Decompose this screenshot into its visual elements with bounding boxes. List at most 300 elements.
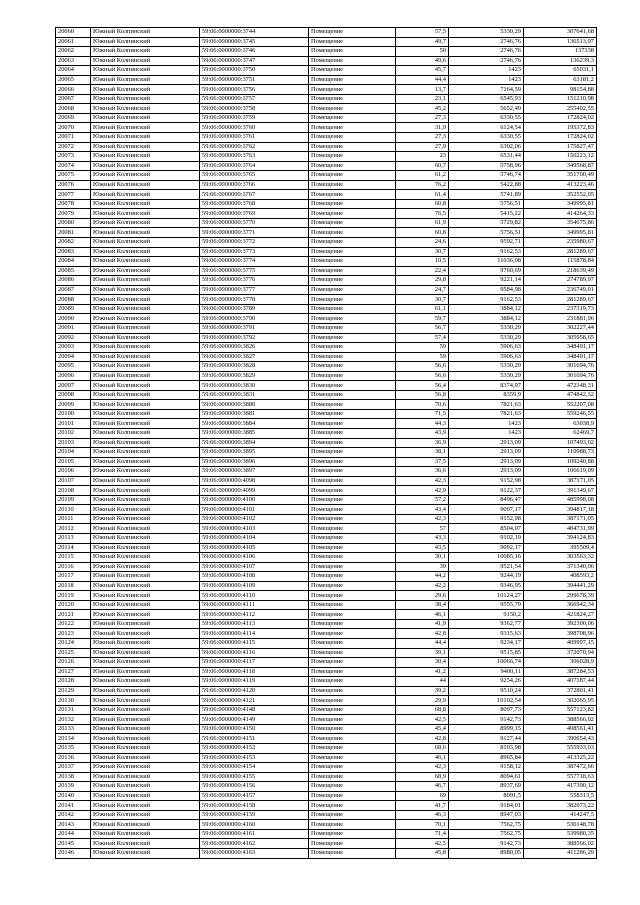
cadastral-number-cell: 59:06:0000000:4161 [200,829,309,839]
object-type-cell: Помещение [309,113,396,123]
unit-value-cell: 9521,54 [449,562,524,572]
object-type-cell: Помещение [309,801,396,811]
area-cell: 13,7 [396,85,449,95]
area-cell: 29,9 [396,696,449,706]
object-type-cell: Помещение [309,495,396,505]
object-type-cell: Помещение [309,247,396,257]
unit-value-cell: 8947,03 [449,810,524,820]
object-type-cell: Помещение [309,75,396,85]
district-cell: Южный Колпинский [91,94,200,104]
unit-value-cell: 6302,06 [449,142,524,152]
district-cell: Южный Колпинский [91,400,200,410]
table-row [56,47,597,57]
unit-value-cell: 9400,11 [449,667,524,677]
unit-value-cell: 5415,22 [449,209,524,219]
unit-value-cell: 7164,59 [449,85,524,95]
table-row [56,94,597,104]
district-cell: Южный Колпинский [91,639,200,649]
unit-value-cell: 2746,76 [449,56,524,66]
unit-value-cell: 9254,26 [449,677,524,687]
district-cell: Южный Колпинский [91,47,200,57]
object-type-cell: Помещение [309,314,396,324]
table-row [56,180,597,190]
unit-value-cell: 2913,09 [449,467,524,477]
cadastral-number-cell: 59:06:0000000:3760 [200,123,309,133]
area-cell: 56,6 [396,362,449,372]
district-cell: Южный Колпинский [91,190,200,200]
area-cell: 24,6 [396,238,449,248]
cadastral-number-cell: 59:06:0000000:3763 [200,152,309,162]
district-cell: Южный Колпинский [91,533,200,543]
unit-value-cell: 9102,19 [449,533,524,543]
area-cell: 45,4 [396,724,449,734]
table-row [56,839,597,849]
row-number-cell: 20071 [56,133,91,143]
district-cell: Южный Колпинский [91,791,200,801]
table-row [56,801,597,811]
area-cell: 36,6 [396,467,449,477]
unit-value-cell: 3884,12 [449,314,524,324]
cadastral-value-cell: 407187,44 [524,677,597,687]
cadastral-value-cell: 150223,12 [524,152,597,162]
area-cell: 23 [396,152,449,162]
district-cell: Южный Колпинский [91,171,200,181]
table-row [56,257,597,267]
table-row [56,362,597,372]
cadastral-value-cell: 109240,88 [524,457,597,467]
area-cell: 61,1 [396,304,449,314]
area-cell: 42,2 [396,581,449,591]
cadastral-value-cell: 303563,32 [524,553,597,563]
cadastral-value-cell: 411286,29 [524,849,597,859]
object-type-cell: Помещение [309,744,396,754]
district-cell: Южный Колпинский [91,763,200,773]
unit-value-cell: 5758,96 [449,161,524,171]
unit-value-cell: 5741,89 [449,190,524,200]
district-cell: Южный Колпинский [91,362,200,372]
area-cell: 71,4 [396,829,449,839]
unit-value-cell: 5756,51 [449,199,524,209]
object-type-cell: Помещение [309,266,396,276]
cadastral-number-cell: 59:06:0000000:3790 [200,314,309,324]
cadastral-value-cell: 392300,06 [524,619,597,629]
unit-value-cell: 9142,73 [449,839,524,849]
cadastral-value-cell: 352552,05 [524,190,597,200]
object-type-cell: Помещение [309,66,396,76]
row-number-cell: 20131 [56,705,91,715]
cadastral-value-cell: 175827,47 [524,142,597,152]
cadastral-number-cell: 59:06:0000000:4116 [200,648,309,658]
area-cell: 30,1 [396,553,449,563]
unit-value-cell: 2913,09 [449,457,524,467]
object-type-cell: Помещение [309,763,396,773]
object-type-cell: Помещение [309,47,396,57]
district-cell: Южный Колпинский [91,581,200,591]
area-cell: 46,1 [396,610,449,620]
district-cell: Южный Колпинский [91,734,200,744]
row-number-cell: 20121 [56,610,91,620]
object-type-cell: Помещение [309,257,396,267]
cadastral-number-cell: 59:06:0000000:4157 [200,791,309,801]
area-cell: 57,2 [396,495,449,505]
area-cell: 43,9 [396,428,449,438]
cadastral-number-cell: 59:06:0000000:3778 [200,295,309,305]
object-type-cell: Помещение [309,85,396,95]
row-number-cell: 20067 [56,94,91,104]
cadastral-number-cell: 59:06:0000000:4106 [200,553,309,563]
cadastral-value-cell: 301694,76 [524,362,597,372]
cadastral-value-cell: 306028,9 [524,658,597,668]
unit-value-cell: 3884,12 [449,304,524,314]
district-cell: Южный Колпинский [91,304,200,314]
cadastral-value-cell: 372070,94 [524,648,597,658]
unit-value-cell: 11036,08 [449,257,524,267]
cadastral-value-cell: 371340,06 [524,562,597,572]
table-row [56,428,597,438]
area-cell: 43,5 [396,543,449,553]
row-number-cell: 20107 [56,476,91,486]
cadastral-value-cell: 136239,3 [524,56,597,66]
area-cell: 46,1 [396,753,449,763]
cadastral-number-cell: 59:06:0000000:3764 [200,161,309,171]
district-cell: Южный Колпинский [91,810,200,820]
cadastral-value-cell: 413325,22 [524,753,597,763]
unit-value-cell: 5422,88 [449,180,524,190]
object-type-cell: Помещение [309,304,396,314]
object-type-cell: Помещение [309,648,396,658]
object-type-cell: Помещение [309,820,396,830]
row-number-cell: 20102 [56,428,91,438]
row-number-cell: 20082 [56,238,91,248]
district-cell: Южный Колпинский [91,352,200,362]
area-cell: 49,7 [396,37,449,47]
area-cell: 76,2 [396,180,449,190]
object-type-cell: Помещение [309,619,396,629]
cadastral-number-cell: 59:06:0000000:4150 [200,724,309,734]
row-number-cell: 20144 [56,829,91,839]
district-cell: Южный Колпинский [91,629,200,639]
table-row [56,400,597,410]
object-type-cell: Помещение [309,591,396,601]
area-cell: 42,3 [396,476,449,486]
row-number-cell: 20125 [56,648,91,658]
district-cell: Южный Колпинский [91,457,200,467]
document-page [55,27,594,859]
unit-value-cell: 2913,09 [449,438,524,448]
cadastral-number-cell: 59:06:0000000:4102 [200,514,309,524]
unit-value-cell: 9244,19 [449,572,524,582]
cadastral-value-cell: 408561,41 [524,724,597,734]
district-cell: Южный Колпинский [91,381,200,391]
table-row [56,849,597,859]
cadastral-number-cell: 59:06:0000000:3757 [200,94,309,104]
row-number-cell: 20132 [56,715,91,725]
cadastral-value-cell: 557718,63 [524,772,597,782]
area-cell: 44,2 [396,572,449,582]
object-type-cell: Помещение [309,734,396,744]
unit-value-cell: 9162,53 [449,295,524,305]
table-row [56,75,597,85]
row-number-cell: 20119 [56,591,91,601]
table-row [56,218,597,228]
cadastral-number-cell: 59:06:0000000:3773 [200,247,309,257]
area-cell: 68,9 [396,772,449,782]
row-number-cell: 20074 [56,161,91,171]
object-type-cell: Помещение [309,371,396,381]
row-number-cell: 20083 [56,247,91,257]
area-cell: 39,2 [396,686,449,696]
row-number-cell: 20075 [56,171,91,181]
cadastral-number-cell: 59:06:0000000:3829 [200,371,309,381]
cadastral-value-cell: 388566,02 [524,839,597,849]
table-row [56,658,597,668]
object-type-cell: Помещение [309,849,396,859]
row-number-cell: 20065 [56,75,91,85]
table-body [56,28,597,859]
unit-value-cell: 8097,73 [449,705,524,715]
object-type-cell: Помещение [309,238,396,248]
row-number-cell: 20085 [56,266,91,276]
district-cell: Южный Колпинский [91,228,200,238]
row-number-cell: 20089 [56,304,91,314]
cadastral-value-cell: 387171,05 [524,514,597,524]
cadastral-number-cell: 59:06:0000000:4156 [200,782,309,792]
district-cell: Южный Колпинский [91,782,200,792]
cadastral-number-cell: 59:06:0000000:3758 [200,104,309,114]
cadastral-value-cell: 530148,78 [524,820,597,830]
table-row [56,266,597,276]
district-cell: Южный Колпинский [91,285,200,295]
row-number-cell: 20128 [56,677,91,687]
area-cell: 31,9 [396,123,449,133]
district-cell: Южный Колпинский [91,199,200,209]
unit-value-cell: 8094,61 [449,772,524,782]
district-cell: Южный Колпинский [91,667,200,677]
cadastral-value-cell: 421824,27 [524,610,597,620]
cadastral-number-cell: 59:06:0000000:4148 [200,705,309,715]
cadastral-value-cell: 552207,08 [524,400,597,410]
unit-value-cell: 5756,51 [449,228,524,238]
unit-value-cell: 1423 [449,428,524,438]
object-type-cell: Помещение [309,543,396,553]
cadastral-value-cell: 281289,67 [524,295,597,305]
object-type-cell: Помещение [309,581,396,591]
cadastral-value-cell: 387472,66 [524,763,597,773]
table-row [56,247,597,257]
district-cell: Южный Колпинский [91,839,200,849]
table-row [56,572,597,582]
cadastral-number-cell: 59:06:0000000:4109 [200,581,309,591]
area-cell: 27,9 [396,142,449,152]
cadastral-number-cell: 59:06:0000000:4110 [200,591,309,601]
table-row [56,304,597,314]
cadastral-number-cell: 59:06:0000000:3826 [200,343,309,353]
cadastral-number-cell: 59:06:0000000:3775 [200,266,309,276]
cadastral-value-cell: 307641,68 [524,28,597,38]
district-cell: Южный Колпинский [91,820,200,830]
district-cell: Южный Колпинский [91,600,200,610]
table-row [56,820,597,830]
unit-value-cell: 9760,69 [449,266,524,276]
table-row [56,209,597,219]
object-type-cell: Помещение [309,362,396,372]
object-type-cell: Помещение [309,610,396,620]
table-row [56,810,597,820]
object-type-cell: Помещение [309,218,396,228]
area-cell: 46,3 [396,810,449,820]
area-cell: 38,4 [396,600,449,610]
cadastral-number-cell: 59:06:0000000:3746 [200,47,309,57]
area-cell: 42,3 [396,514,449,524]
table-row [56,28,597,38]
area-cell: 42,8 [396,629,449,639]
area-cell: 29,6 [396,591,449,601]
row-number-cell: 20114 [56,543,91,553]
cadastral-number-cell: 59:06:0000000:4158 [200,801,309,811]
cadastral-value-cell: 235980,67 [524,238,597,248]
table-row [56,314,597,324]
row-number-cell: 20143 [56,820,91,830]
area-cell: 70,1 [396,820,449,830]
district-cell: Южный Колпинский [91,133,200,143]
row-number-cell: 20101 [56,419,91,429]
table-row [56,285,597,295]
cadastral-value-cell: 231881,96 [524,314,597,324]
row-number-cell: 20079 [56,209,91,219]
row-number-cell: 20099 [56,400,91,410]
cadastral-number-cell: 59:06:0000000:4115 [200,639,309,649]
area-cell: 23,1 [396,94,449,104]
cadastral-number-cell: 59:06:0000000:4111 [200,600,309,610]
unit-value-cell: 7562,75 [449,820,524,830]
object-type-cell: Помещение [309,524,396,534]
table-row [56,533,597,543]
cadastral-value-cell: 110988,73 [524,448,597,458]
row-number-cell: 20108 [56,486,91,496]
district-cell: Южный Колпинский [91,658,200,668]
cadastral-value-cell: 236749,01 [524,285,597,295]
district-cell: Южный Колпинский [91,648,200,658]
unit-value-cell: 9362,77 [449,619,524,629]
unit-value-cell: 7821,63 [449,409,524,419]
object-type-cell: Помещение [309,600,396,610]
object-type-cell: Помещение [309,667,396,677]
object-type-cell: Помещение [309,123,396,133]
object-type-cell: Помещение [309,839,396,849]
row-number-cell: 20137 [56,763,91,773]
table-row [56,677,597,687]
cadastral-number-cell: 59:06:0000000:4105 [200,543,309,553]
cadastral-number-cell: 59:06:0000000:4163 [200,849,309,859]
district-cell: Южный Колпинский [91,610,200,620]
row-number-cell: 20078 [56,199,91,209]
row-number-cell: 20105 [56,457,91,467]
cadastral-value-cell: 299678,39 [524,591,597,601]
district-cell: Южный Колпинский [91,849,200,859]
cadastral-number-cell: 59:06:0000000:4104 [200,533,309,543]
unit-value-cell: 8091,5 [449,791,524,801]
table-row [56,228,597,238]
area-cell: 42,8 [396,734,449,744]
area-cell: 39 [396,562,449,572]
area-cell: 42,9 [396,486,449,496]
cadastral-value-cell: 484731,99 [524,524,597,534]
cadastral-number-cell: 59:06:0000000:4121 [200,696,309,706]
cadastral-value-cell: 413223,46 [524,180,597,190]
area-cell: 44,4 [396,75,449,85]
object-type-cell: Помещение [309,400,396,410]
cadastral-number-cell: 59:06:0000000:4114 [200,629,309,639]
district-cell: Южный Колпинский [91,696,200,706]
object-type-cell: Помещение [309,467,396,477]
district-cell: Южный Колпинский [91,562,200,572]
cadastral-value-cell: 302227,44 [524,323,597,333]
cadastral-value-cell: 274789,97 [524,276,597,286]
cadastral-number-cell: 59:06:0000000:3771 [200,228,309,238]
cadastral-value-cell: 302065,95 [524,696,597,706]
unit-value-cell: 9584,98 [449,285,524,295]
cadastral-number-cell: 59:06:0000000:3745 [200,37,309,47]
object-type-cell: Помещение [309,705,396,715]
cadastral-value-cell: 394124,83 [524,533,597,543]
cadastral-number-cell: 59:06:0000000:3770 [200,218,309,228]
district-cell: Южный Колпинский [91,85,200,95]
table-row [56,476,597,486]
district-cell: Южный Колпинский [91,66,200,76]
cadastral-value-cell: 394441,29 [524,581,597,591]
cadastral-value-cell: 382973,22 [524,801,597,811]
object-type-cell: Помещение [309,514,396,524]
object-type-cell: Помещение [309,715,396,725]
row-number-cell: 20124 [56,639,91,649]
unit-value-cell: 8980,05 [449,849,524,859]
row-number-cell: 20094 [56,352,91,362]
table-row [56,667,597,677]
cadastral-value-cell: 218639,49 [524,266,597,276]
district-cell: Южный Колпинский [91,333,200,343]
table-row [56,744,597,754]
unit-value-cell: 9221,14 [449,276,524,286]
cadastral-number-cell: 59:06:0000000:3894 [200,438,309,448]
table-row [56,724,597,734]
cadastral-number-cell: 59:06:0000000:4099 [200,486,309,496]
object-type-cell: Помещение [309,409,396,419]
unit-value-cell: 5906,63 [449,352,524,362]
object-type-cell: Помещение [309,686,396,696]
cadastral-value-cell: 115878,84 [524,257,597,267]
district-cell: Южный Колпинский [91,514,200,524]
district-cell: Южный Колпинский [91,371,200,381]
cadastral-number-cell: 59:06:0000000:4098 [200,476,309,486]
cadastral-number-cell: 59:06:0000000:4119 [200,677,309,687]
cadastral-value-cell: 281289,67 [524,247,597,257]
object-type-cell: Помещение [309,639,396,649]
object-type-cell: Помещение [309,572,396,582]
cadastral-number-cell: 59:06:0000000:3751 [200,75,309,85]
district-cell: Южный Колпинский [91,486,200,496]
row-number-cell: 20130 [56,696,91,706]
unit-value-cell: 5906,63 [449,343,524,353]
row-number-cell: 20090 [56,314,91,324]
cadastral-number-cell: 59:06:0000000:4155 [200,772,309,782]
area-cell: 76,5 [396,209,449,219]
table-row [56,390,597,400]
object-type-cell: Помещение [309,724,396,734]
district-cell: Южный Колпинский [91,295,200,305]
cadastral-value-cell: 195372,83 [524,123,597,133]
cadastral-number-cell: 59:06:0000000:4159 [200,810,309,820]
cadastral-value-cell: 137338 [524,47,597,57]
